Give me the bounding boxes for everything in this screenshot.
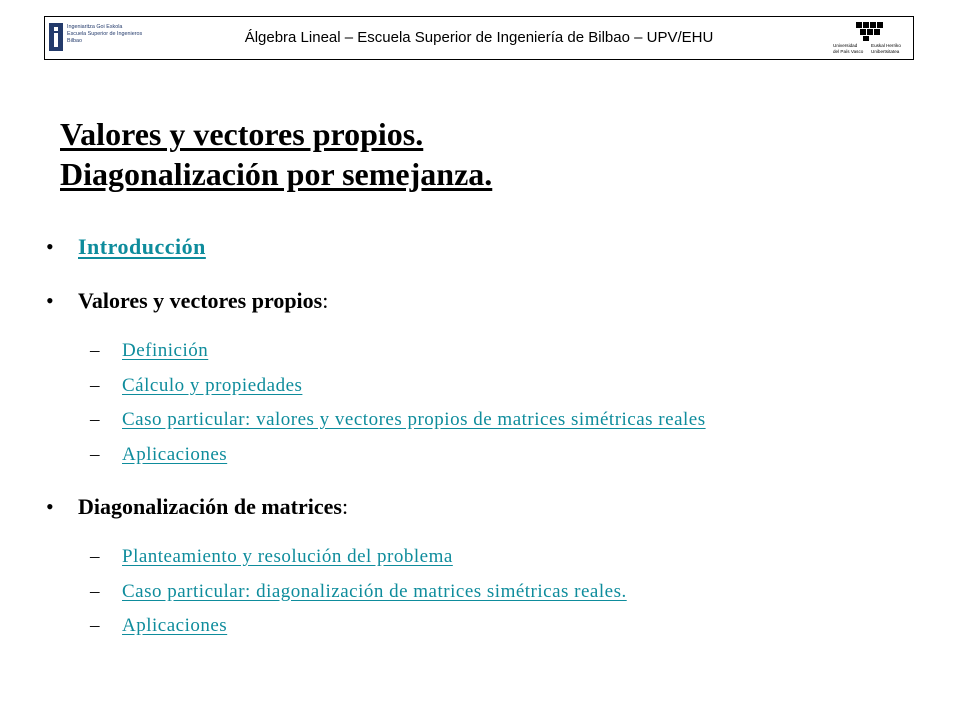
calculo-link[interactable]: Cálculo y propiedades xyxy=(122,374,303,396)
header-title: Álgebra Lineal – Escuela Superior de Ingeniería de Bilbao – UPV/EHU xyxy=(244,29,714,46)
university-logo xyxy=(833,20,909,56)
submenu-item xyxy=(46,334,906,369)
simetricas-diag-link[interactable]: Caso particular: diagonalización de matrices simétricas reales. xyxy=(122,580,627,602)
university-caption-eu-1: Euskal Herriko xyxy=(871,43,901,48)
dash-icon: – xyxy=(90,374,100,396)
dash-icon: – xyxy=(90,580,100,602)
page-title-line-2: Diagonalización por semejanza. xyxy=(60,156,493,192)
dash-icon: – xyxy=(90,443,100,465)
menu-section-diagonalization xyxy=(46,488,906,526)
bullet-icon: • xyxy=(46,288,54,313)
section-diag-label: Diagonalización de matrices xyxy=(78,494,342,519)
intro-link[interactable]: Introducción xyxy=(78,234,206,259)
page-title-line-1: Valores y vectores propios. xyxy=(60,116,424,152)
university-caption-es-1: Universidad xyxy=(833,43,858,48)
school-logo-line-2: Escuela Superior de Ingenieros xyxy=(67,31,143,37)
submenu-item xyxy=(46,403,906,438)
university-logo-icon xyxy=(833,20,909,42)
section-eigen-label: Valores y vectores propios xyxy=(78,288,323,313)
dash-icon: – xyxy=(90,409,100,430)
dash-icon: – xyxy=(90,615,100,636)
contents-menu xyxy=(46,228,906,644)
menu-section-eigen xyxy=(46,282,906,320)
submenu-item xyxy=(46,540,906,575)
bullet-icon: • xyxy=(46,494,54,519)
submenu-item xyxy=(46,369,906,404)
simetricas-eigen-link[interactable]: Caso particular: valores y vectores propios de matrices simétricas reales xyxy=(122,409,706,430)
section-diag-colon: : xyxy=(341,494,349,519)
header-bar xyxy=(44,16,914,60)
dash-icon: – xyxy=(90,340,100,361)
school-logo-line-1: Ingeniaritza Goi Eskola xyxy=(67,24,123,30)
section-eigen-colon: : xyxy=(322,288,329,313)
submenu-item xyxy=(46,575,906,610)
page-title xyxy=(60,114,492,194)
planteamiento-link[interactable]: Planteamiento y resolución del problema xyxy=(122,546,453,567)
bullet-icon: • xyxy=(46,234,54,259)
menu-item-intro xyxy=(46,228,906,266)
dash-icon: – xyxy=(90,546,100,567)
aplicaciones-eigen-link[interactable]: Aplicaciones xyxy=(122,443,228,465)
university-caption-es-2: del País Vasco xyxy=(833,48,864,54)
submenu-item xyxy=(46,438,906,473)
school-logo-line-3: Bilbao xyxy=(67,38,82,44)
university-caption-eu-2: Unibertsitatea xyxy=(871,48,900,54)
aplicaciones-diag-link[interactable]: Aplicaciones xyxy=(122,615,228,636)
submenu-item xyxy=(46,609,906,644)
definicion-link[interactable]: Definición xyxy=(122,340,209,361)
